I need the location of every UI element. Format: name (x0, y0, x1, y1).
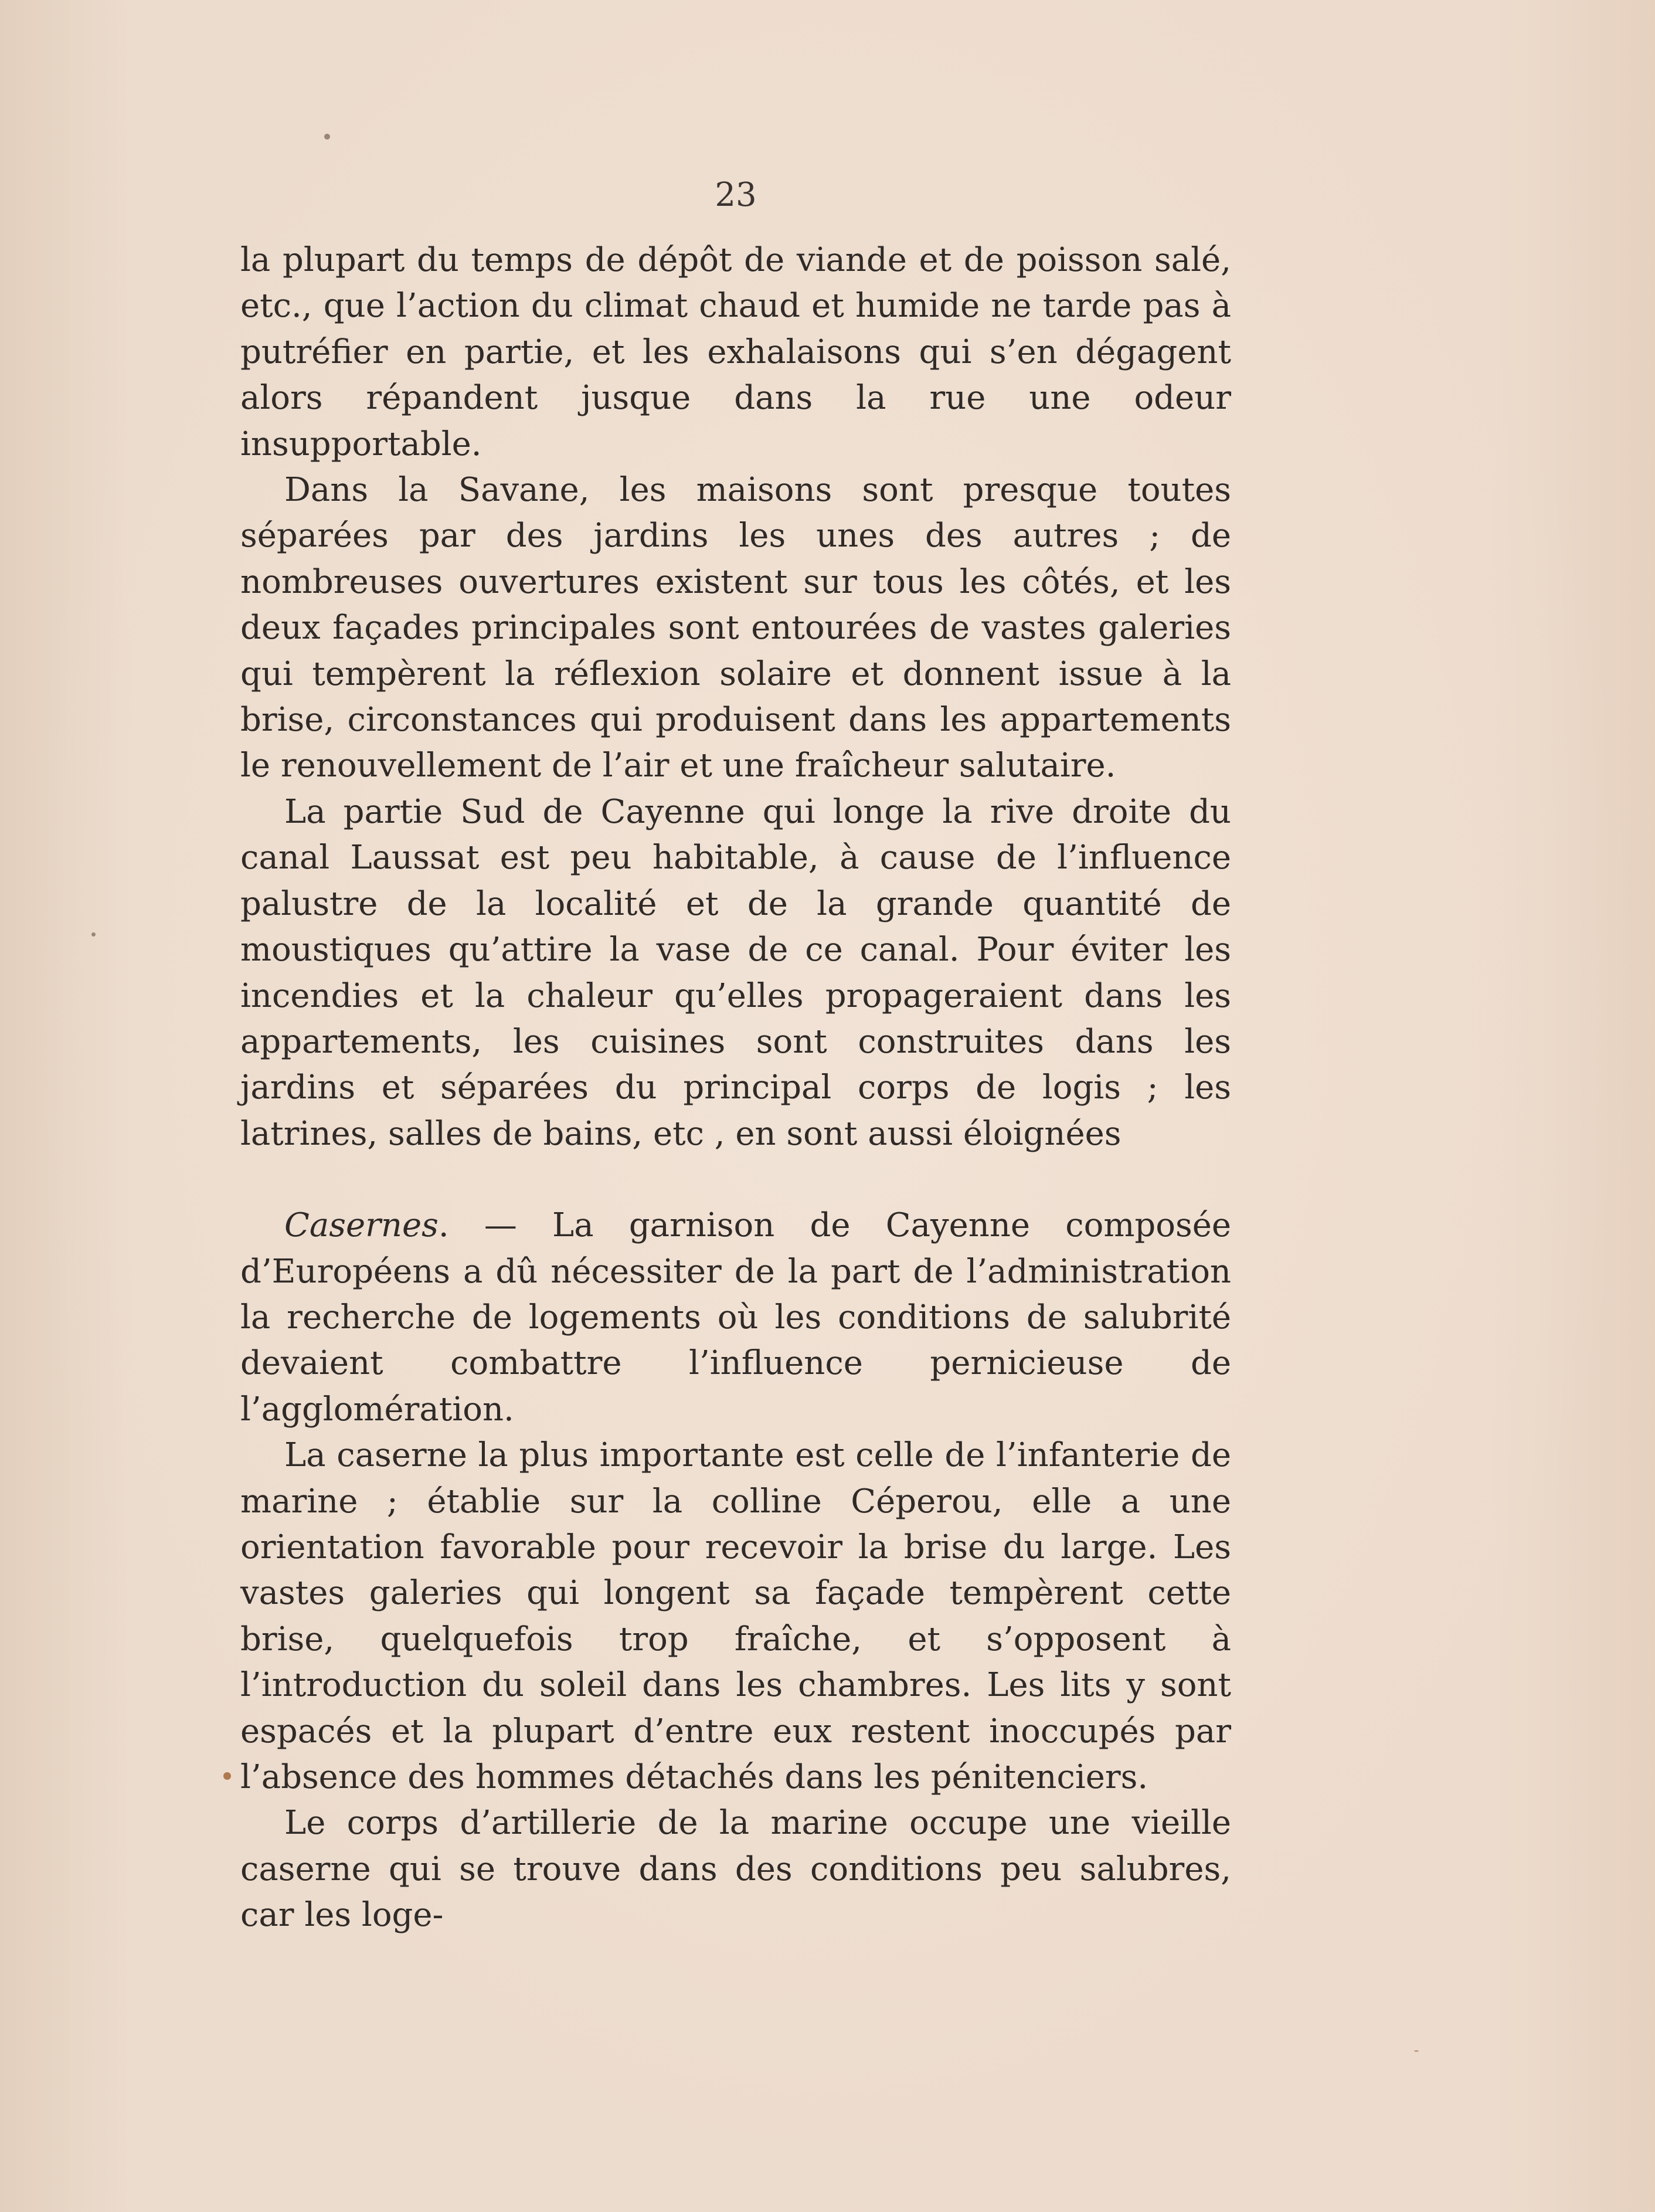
paragraph: La partie Sud de Cayenne qui longe la rive droite du canal Laussat est peu habitable, à cause de l’influence palustre de la localité et de la grande quantité de moustiques qu’attire la vase de ce canal. Pour éviter les incendies et la chaleur qu’elles propageraient dans les appartements, les cuisines sont construites dans les jardins et séparées du principal corps de logis ; les latrines, salles de bains, etc , en sont aussi éloignées (240, 792, 1231, 1153)
body-text (240, 238, 1231, 1939)
paragraph: la plupart du temps de dépôt de viande et de poisson salé, etc., que l’action du climat chaud et humide ne tarde pas à putréfier en partie, et les exhalaisons qui s’en dégagent alors répandent jusque dans la rue une odeur insupportable. (240, 241, 1231, 463)
paragraph: Dans la Savane, les maisons sont presque toutes séparées par des jardins les unes des autres ; de nombreuses ouvertures existent sur tous les côtés, et les deux façades principales sont entourées de vastes galeries qui tempèrent la réflexion solaire et donnent issue à la brise, circonstances qui produisent dans les appartements le renouvellement de l’air et une fraîcheur salutaire. (240, 471, 1231, 785)
paragraph: Le corps d’artillerie de la marine occupe une vieille caserne qui se trouve dans des conditions peu salubres, car les loge- (240, 1804, 1231, 1935)
section-paragraph (240, 1203, 1231, 1433)
ink-speck (1414, 2050, 1419, 2052)
section-heading: Casernes (284, 1206, 439, 1245)
ink-speck (324, 134, 330, 140)
paragraph: La caserne la plus importante est celle de l’infanterie de marine ; établie sur la colline Céperou, elle a une orientation favorable pour recevoir la brise du large. Les vastes galeries qui longent sa façade tempèrent cette brise, quelquefois trop fraîche, et s’opposent à l’introduction du soleil dans les chambres. Les lits y sont espacés et la plupart d’entre eux restent inoccupés par l’absence des hommes détachés dans les pénitenciers. (240, 1436, 1231, 1796)
ink-speck (223, 1772, 231, 1780)
section-paragraph-text: . — La garnison de Cayenne composée d’Européens a dû nécessiter de la part de l’administration la recherche de logements où les conditions de salubrité devaient combattre l’influence pernicieuse de l’agglomération. (240, 1206, 1231, 1429)
page-number: 23 (715, 176, 757, 214)
ink-speck (91, 932, 96, 937)
